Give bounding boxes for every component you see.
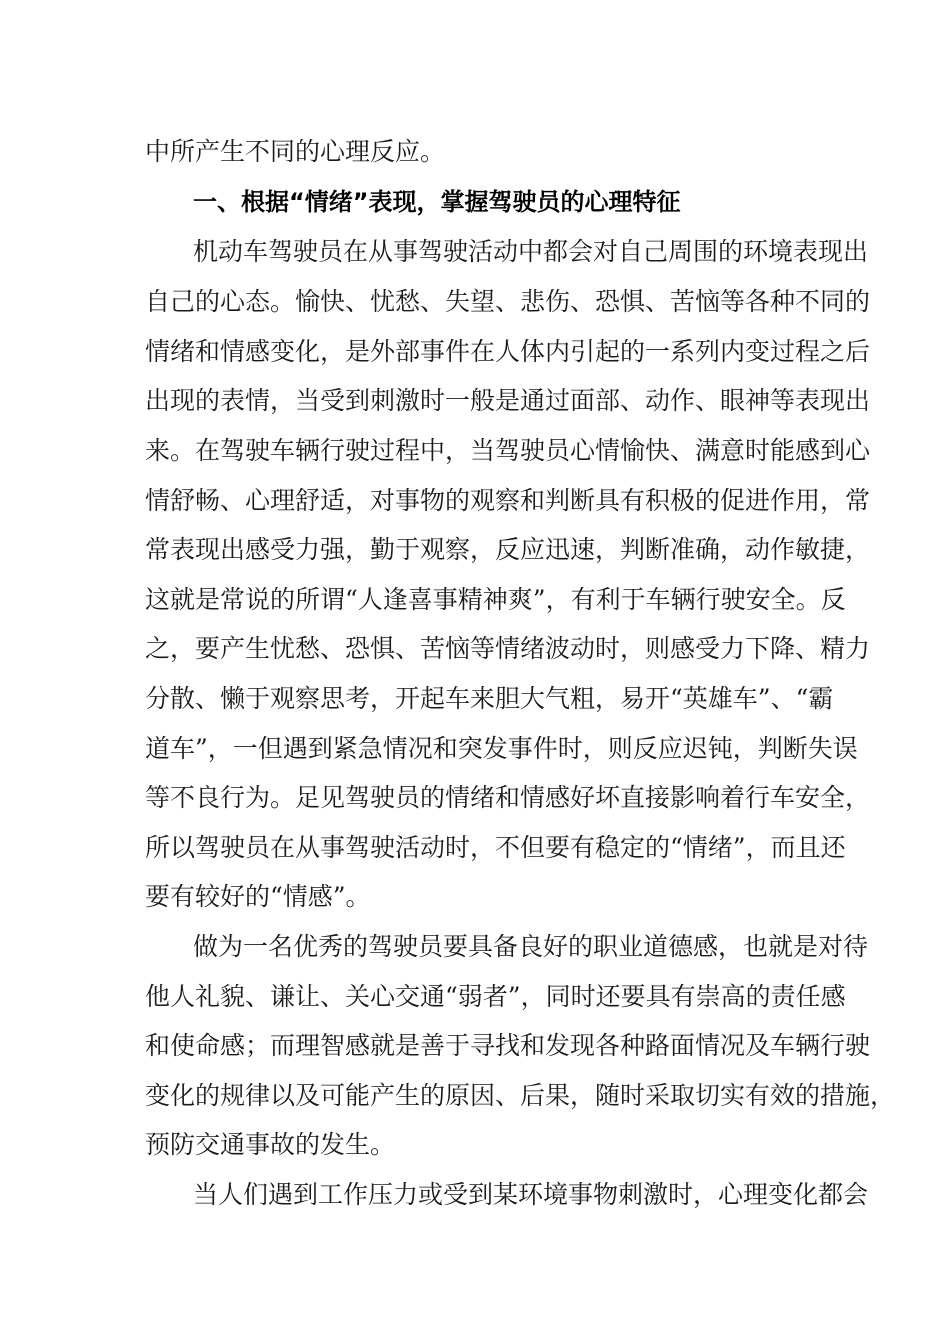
- text-line: 当人们遇到工作压力或受到某环境事物刺激时，心理变化都会: [193, 1180, 869, 1209]
- text-line: 预防交通事故的发生。: [145, 1130, 396, 1159]
- text-line: 所以驾驶员在从事驾驶活动时，不但要有稳定的“情绪”，而且还: [145, 833, 846, 862]
- text-line: 情绪和情感变化，是外部事件在人体内引起的一系列内变过程之后: [145, 337, 871, 366]
- text-line: 机动车驾驶员在从事驾驶活动中都会对自己周围的环境表现出: [193, 237, 869, 266]
- text-line: 常表现出感受力强，勤于观察，反应迅速，判断准确，动作敏捷，: [145, 535, 871, 564]
- text-line: 他人礼貌、谦让、关心交通“弱者”，同时还要具有崇高的责任感: [145, 982, 846, 1011]
- text-line: 变化的规律以及可能产生的原因、后果，随时采取切实有效的措施，: [145, 1081, 896, 1110]
- text-line: 来。在驾驶车辆行驶过程中，当驾驶员心情愉快、满意时能感到心: [145, 436, 871, 465]
- text-line: 分散、懒于观察思考，开起车来胆大气粗，易开“英雄车”、“霸: [145, 684, 834, 713]
- text-line: 要有较好的“情感”。: [145, 882, 371, 911]
- text-line: 这就是常说的所谓“人逢喜事精神爽”，有利于车辆行驶安全。反: [145, 585, 846, 614]
- text-line: 情舒畅、心理舒适，对事物的观察和判断具有积极的促进作用，常: [145, 486, 871, 515]
- text-line: 出现的表情，当受到刺激时一般是通过面部、动作、眼神等表现出: [145, 386, 871, 415]
- text-line: 道车”，一但遇到紧急情况和突发事件时，则反应迟钝，判断失误: [145, 734, 858, 763]
- text-line: 中所产生不同的心理反应。: [145, 137, 446, 166]
- text-line: 自己的心态。愉快、忧愁、失望、悲伤、恐惧、苦恼等各种不同的: [145, 287, 871, 316]
- text-line: 做为一名优秀的驾驶员要具备良好的职业道德感，也就是对待: [193, 932, 869, 961]
- section-heading: 一、根据“情绪”表现，掌握驾驶员的心理特征: [193, 188, 681, 216]
- text-line: 之，要产生忧愁、恐惧、苦恼等情绪波动时，则感受力下降、精力: [145, 634, 871, 663]
- text-line: 和使命感；而理智感就是善于寻找和发现各种路面情况及车辆行驶: [145, 1031, 871, 1060]
- text-line: 等不良行为。足见驾驶员的情绪和情感好坏直接影响着行车安全，: [145, 783, 871, 812]
